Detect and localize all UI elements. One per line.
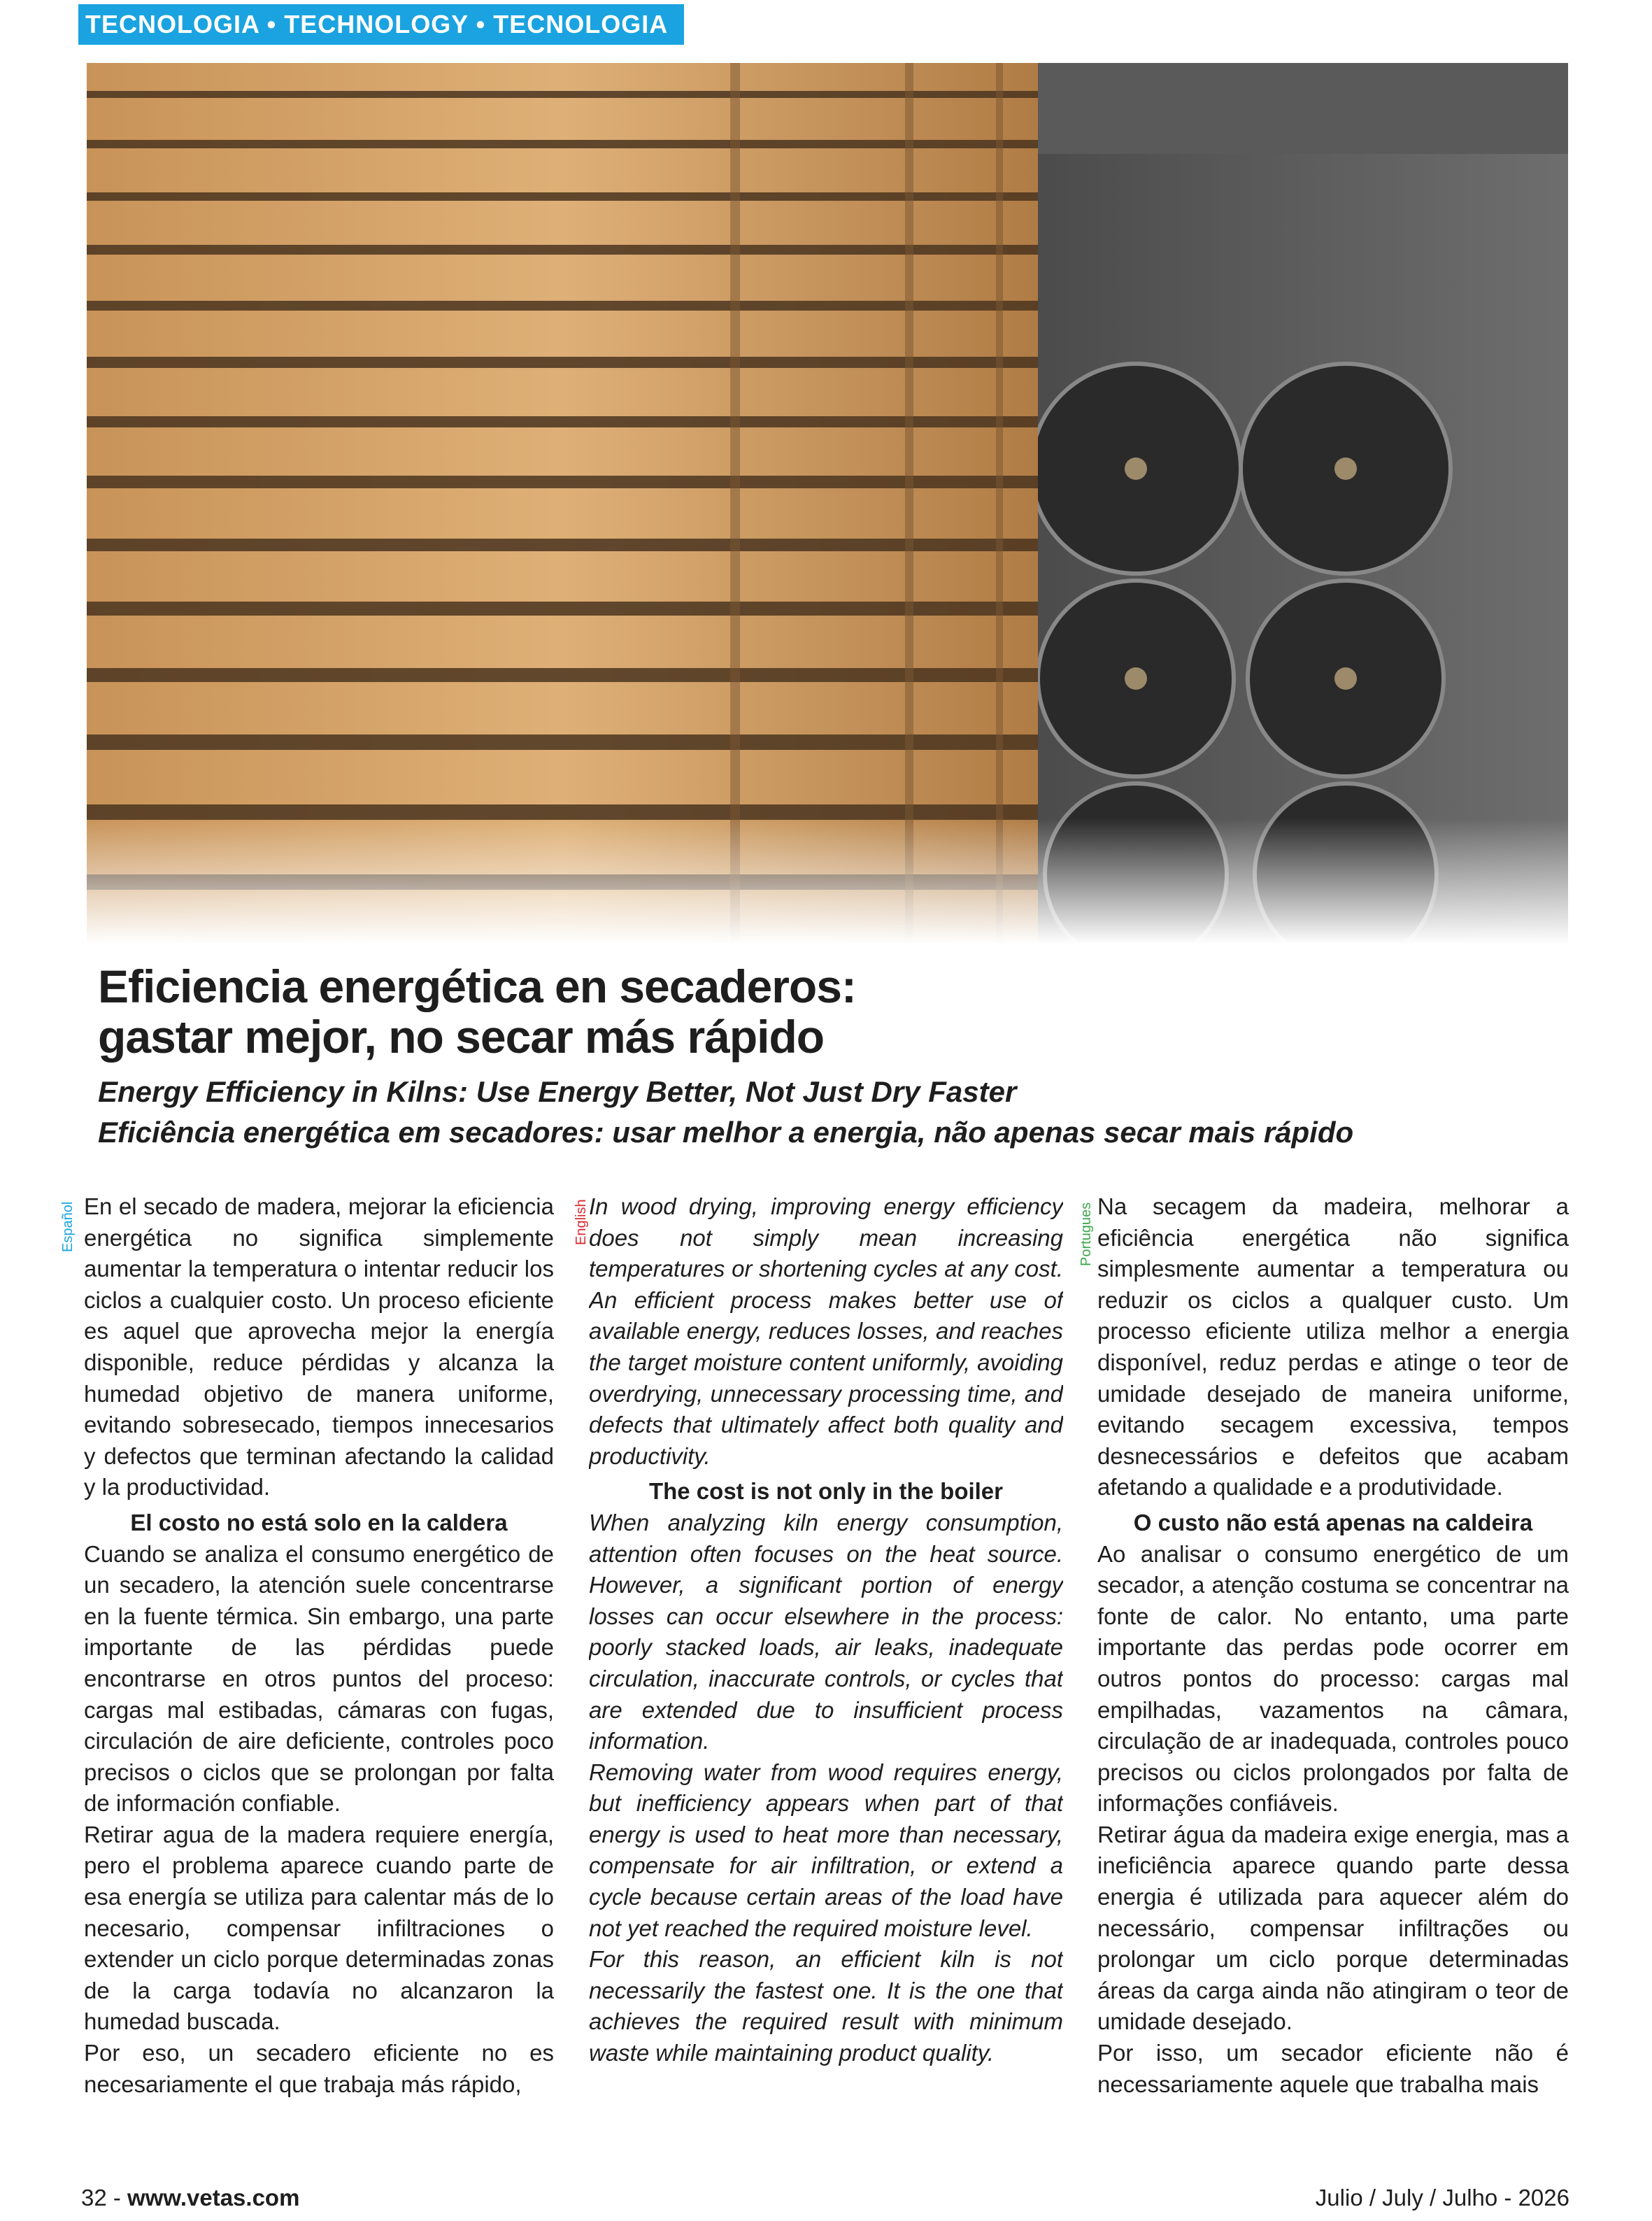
article-title — [98, 961, 1567, 1062]
language-label-english: English — [574, 1199, 589, 1245]
section-heading: O custo não está apenas na caldeira — [1133, 1509, 1533, 1535]
paragraph: In wood drying, improving energy efficiency does not simply mean increasing temperatures or shortening cycles at any cost. An efficient process makes better use of available energy, reduces losses, and reaches the target moisture content uniformly, avoiding overdrying, unnecessary processing time, and defects that ultimately affect both quality and productivity. — [589, 1193, 1063, 1469]
paragraph: Por eso, un secadero eficiente no es necesariamente el que trabaja más rápido, — [84, 2040, 554, 2097]
paragraph: Cuando se analiza el consumo energético de un secadero, la atención suele concentrarse en la fuente térmica. Sin embargo, una parte importante de las pérdidas puede encontrarse en otros puntos del proceso: cargas mal estibadas, cámaras con fugas, circulación de aire deficiente, controles poco precisos o ciclos que se prolongan por falta de información confiable. — [84, 1540, 554, 1817]
column-english — [589, 1191, 1063, 2178]
subtitle-portuguese: Eficiência energética em secadores: usar melhor a energia, não apenas secar mais rápido — [98, 1116, 1354, 1149]
website-link[interactable]: www.vetas.com — [127, 2185, 300, 2211]
paragraph: Retirar agua de la madera requiere energía, pero el problema aparece cuando parte de esa energía se utiliza para calentar más de lo necesario, compensar infiltraciones o extender un ciclo porque determinadas zonas de la carga todavía no alcanzaron la humedad buscada. — [84, 1821, 554, 2035]
paragraph: Retirar água da madeira exige energia, mas a ineficiência aparece quando parte dessa energia é utilizada para aquecer além do necessário, compensar infiltrações ou prolongar um ciclo porque determinadas áreas da carga ainda não atingiram o teor de umidade desejado. — [1097, 1821, 1569, 2035]
paragraph: For this reason, an efficient kiln is not necessarily the fastest one. It is the one that achieves the required result with minimum waste while maintaining product quality. — [589, 1946, 1063, 2066]
column-spanish — [84, 1191, 554, 2178]
kiln-photo — [87, 63, 1568, 944]
section-tag: TECNOLOGIA • TECHNOLOGY • TECNOLOGIA — [78, 4, 684, 45]
paragraph: Removing water from wood requires energy, but inefficiency appears when part of that energy is used to heat more than necessary, compensate for air infiltration, or extend a cycle because certain areas of the load have not yet reached the required moisture level. — [589, 1759, 1063, 1941]
paragraph: En el secado de madera, mejorar la eficiencia energética no significa simplemente aumentar la temperatura o intentar reducir los ciclos a cualquier costo. Un proceso eficiente es aquel que aprovecha mejor la energía disponible, reduce pérdidas y alcanza la humedad objetivo de manera uniforme, evitando sobresecado, tiempos innecesarios y defectos que terminan afectando la calidad y la productividad. — [84, 1193, 554, 1500]
issue-date: Julio / July / Julho - 2026 — [1315, 2185, 1569, 2211]
section-heading: The cost is not only in the boiler — [648, 1478, 1004, 1505]
paragraph: When analyzing kiln energy consumption, attention often focuses on the heat source. However, a significant portion of energy losses can occur elsewhere in the process: poorly stacked loads, air leaks, inadequate circulation, inaccurate controls, or cycles that are extended due to insufficient process information. — [589, 1509, 1063, 1754]
article-title-line2: gastar mejor, no secar más rápido — [98, 1011, 825, 1063]
language-label-spanish: Español — [60, 1201, 76, 1252]
column-portuguese — [1097, 1191, 1569, 2178]
footer-left — [81, 2183, 299, 2213]
kiln-illustration — [87, 63, 1568, 944]
section-heading: El costo no está solo en la caldera — [130, 1509, 508, 1535]
language-label-portuguese: Portugues — [1078, 1202, 1094, 1266]
paragraph: Ao analisar o consumo energético de um secador, a atenção costuma se concentrar na fonte de calor. No entanto, uma parte importante das perdas pode ocorrer em outros pontos do processo: cargas mal empilhadas, vazamentos na câmara, circulação de ar inadequada, controles pouco precisos ou ciclos prolongados por falta de informações confiáveis. — [1097, 1540, 1569, 1817]
paragraph: Por isso, um secador eficiente não é necessariamente aquele que trabalha mais — [1097, 2040, 1569, 2097]
article-title-line1: Eficiencia energética en secaderos: — [98, 960, 856, 1012]
paragraph: Na secagem da madeira, melhorar a eficiência energética não significa simplesmente aumentar a temperatura ou reduzir os ciclos a qualquer custo. Um processo eficiente utiliza melhor a energia disponível, reduz perdas e atinge o teor de umidade desejado de maneira uniforme, evitando secagem excessiva, tempos desnecessários e defeitos que acabam afetando a qualidade e a produtividade. — [1097, 1193, 1569, 1500]
subtitle-english: Energy Efficiency in Kilns: Use Energy Better, Not Just Dry Faster — [98, 1075, 1017, 1108]
page-number: 32 - — [81, 2185, 121, 2211]
